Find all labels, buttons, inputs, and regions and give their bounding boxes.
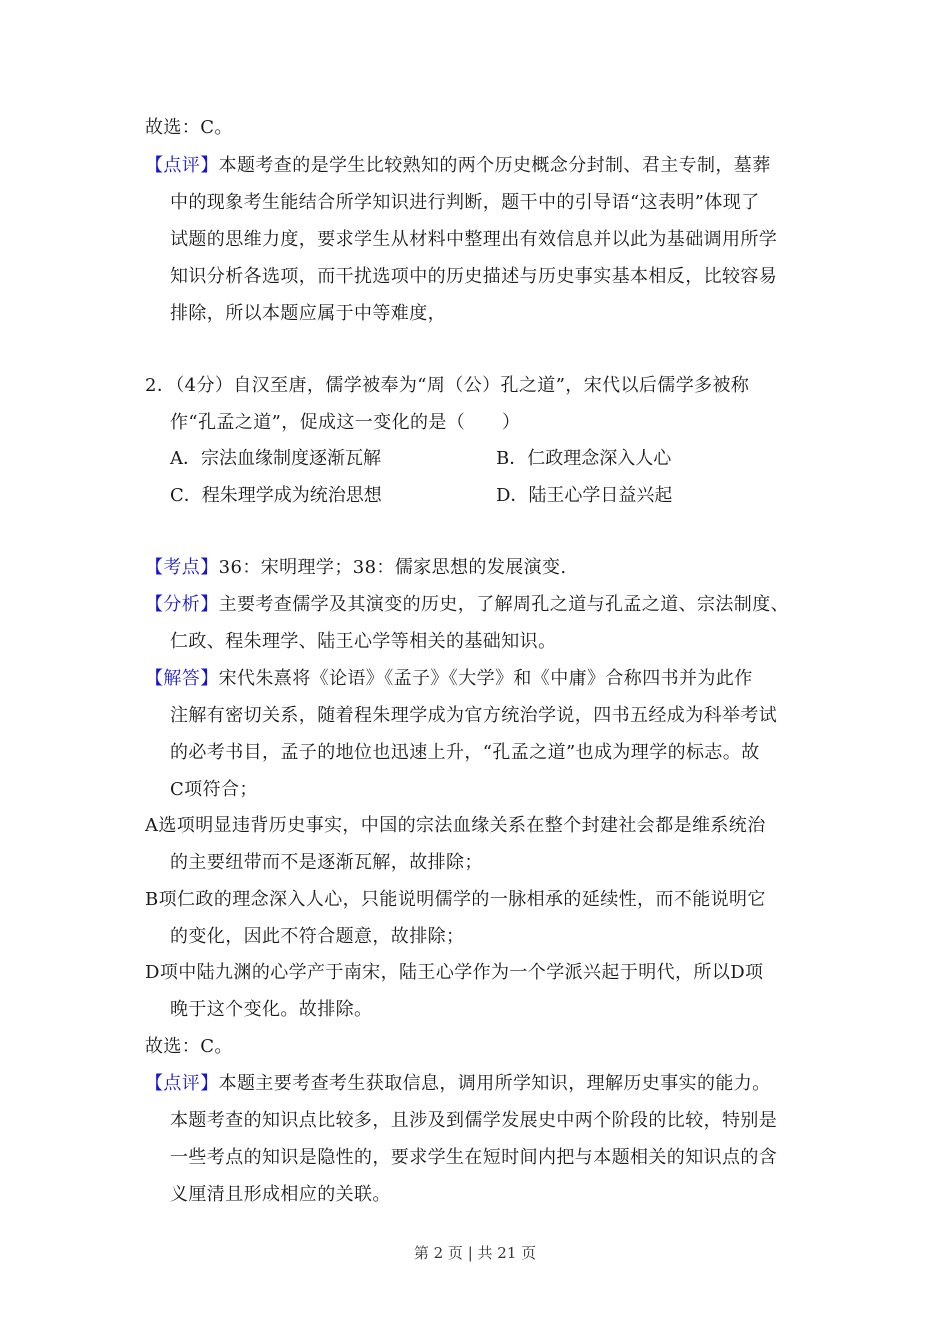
explanation-b: B项仁政的理念深入人心，只能说明儒学的一脉相承的延续性，而不能说明它 (145, 889, 766, 910)
review-line: 本题考查的知识点比较多，且涉及到儒学发展史中两个阶段的比较，特别是 (170, 1110, 778, 1131)
review-tag: 【点评】 (145, 1073, 219, 1094)
explanation-d-cont: 晚于这个变化。故排除。 (170, 999, 373, 1020)
prev-review-line: 【点评】本题考查的是学生比较熟知的两个历史概念分封制、君主专制，墓葬 (145, 155, 771, 176)
explanation-a-cont: 的主要纽带而不是逐渐瓦解，故排除； (170, 852, 483, 873)
option-a: A．宗法血缘制度逐渐瓦解 (170, 448, 381, 469)
jieda-line: 的必考书目，孟子的地位也迅速上升，“孔孟之道”也成为理学的标志。故 (170, 742, 760, 763)
prev-review-line: 排除，所以本题应属于中等难度， (170, 303, 446, 324)
review-line: 一些考点的知识是隐性的，要求学生在短时间内把与本题相关的知识点的含 (170, 1147, 778, 1168)
review-tag: 【点评】 (145, 155, 219, 176)
fenxi: 【分析】主要考查儒学及其演变的历史，了解周孔之道与孔孟之道、宗法制度、 (145, 594, 790, 615)
jieda-tag: 【解答】 (145, 668, 219, 689)
explanation-d: D项中陆九渊的心学产于南宋，陆王心学作为一个学派兴起于明代，所以D项 (145, 962, 764, 983)
option-d: D．陆王心学日益兴起 (496, 485, 673, 506)
jieda-line: C项符合； (170, 779, 258, 800)
prev-review-line: 试题的思维力度，要求学生从材料中整理出有效信息并以此为基础调用所学 (170, 229, 778, 250)
review-line: 义厘清且形成相应的关联。 (170, 1184, 391, 1205)
kaodian: 【考点】36：宋明理学；38：儒家思想的发展演变. (145, 557, 567, 578)
review: 【点评】本题主要考查考生获取信息，调用所学知识，理解历史事实的能力。 (145, 1073, 771, 1094)
prev-answer: 故选：C。 (145, 117, 233, 138)
question-stem: 作“孔孟之道”，促成这一变化的是（ ） (170, 412, 521, 433)
kaodian-tag: 【考点】 (145, 557, 219, 578)
answer: 故选：C。 (145, 1036, 233, 1057)
jieda-line: 注解有密切关系，随着程朱理学成为官方统治学说，四书五经成为科举考试 (170, 705, 778, 726)
explanation-a: A选项明显违背历史事实，中国的宗法血缘关系在整个封建社会都是维系统治 (145, 815, 766, 836)
jieda: 【解答】宋代朱熹将《论语》《孟子》《大学》和《中庸》合称四书并为此作 (145, 668, 753, 689)
prev-review-line: 中的现象考生能结合所学知识进行判断，题干中的引导语“这表明”体现了 (170, 192, 760, 213)
option-c: C．程朱理学成为统治思想 (170, 485, 382, 506)
question-stem: 2．（4分）自汉至唐，儒学被奉为“周（公）孔之道”，宋代以后儒学多被称 (145, 375, 750, 396)
explanation-b-cont: 的变化，因此不符合题意，故排除； (170, 926, 465, 947)
fenxi-line: 仁政、程朱理学、陆王心学等相关的基础知识。 (170, 631, 557, 652)
fenxi-tag: 【分析】 (145, 594, 219, 615)
option-b: B．仁政理念深入人心 (496, 448, 672, 469)
prev-review-line: 知识分析各选项，而干扰选项中的历史描述与历史事实基本相反，比较容易 (170, 266, 778, 287)
page-footer: 第 2 页 | 共 21 页 (413, 1244, 537, 1262)
